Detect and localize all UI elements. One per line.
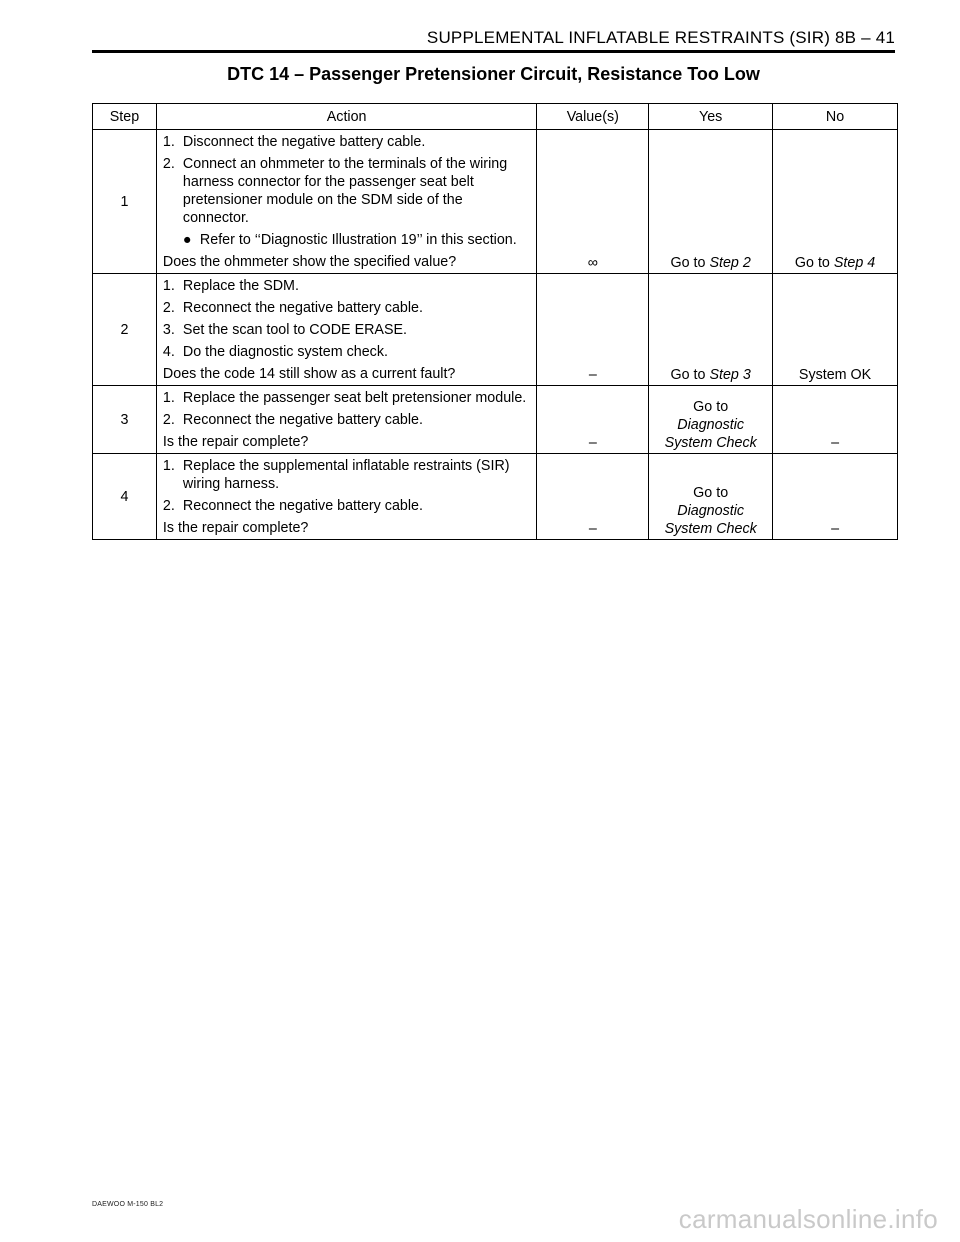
yes-link[interactable]: System Check [664,435,757,451]
step-number: 1 [93,130,157,274]
action-line: Reconnect the negative battery cable. [182,300,423,316]
running-header: SUPPLEMENTAL INFLATABLE RESTRAINTS (SIR) 8B – 41 [92,26,895,53]
yes-prefix: Go to [693,399,729,415]
yes-prefix: Go to [693,485,729,501]
action-question: Does the code 14 still show as a current fault? [162,366,456,382]
line-number: 2. [162,156,175,172]
line-number: 3. [162,322,175,338]
action-line: Disconnect the negative battery cable. [182,134,426,150]
action-cell [156,386,536,454]
no-cell: System OK [773,274,898,386]
yes-prefix: Go to [670,367,706,383]
table-row [93,274,898,386]
line-number: 4. [162,344,175,360]
table-row [93,454,898,540]
yes-prefix: Go to [670,255,706,271]
yes-link[interactable]: System Check [664,521,757,537]
step-number: 4 [93,454,157,540]
table-row [93,386,898,454]
yes-cell [649,274,773,386]
column-header-values: Value(s) [537,104,649,130]
diagnostic-table [92,103,898,540]
yes-link[interactable]: Step 3 [709,367,751,383]
action-cell [156,274,536,386]
line-number: 1. [162,134,175,150]
yes-link[interactable]: Step 2 [709,255,751,271]
column-header-action: Action [156,104,536,130]
table-row [93,130,898,274]
no-cell: – [773,454,898,540]
action-line: Replace the supplemental inflatable restraints (SIR) wiring harness. [182,458,510,492]
no-cell: – [773,386,898,454]
line-number: 1. [162,458,175,474]
no-prefix: Go to [794,255,830,271]
yes-cell [649,386,773,454]
action-line: Replace the SDM. [182,278,299,294]
yes-cell [649,454,773,540]
yes-link[interactable]: Diagnostic [677,503,745,519]
column-header-no: No [773,104,898,130]
table-header-row [93,104,898,130]
page-title: DTC 14 – Passenger Pretensioner Circuit, Resistance Too Low [227,64,760,84]
value-cell: – [537,454,649,540]
step-number: 3 [93,386,157,454]
yes-link[interactable]: Diagnostic [677,417,745,433]
watermark: carmanualsonline.info [678,1204,938,1234]
yes-cell [649,130,773,274]
value-cell: – [537,274,649,386]
column-header-yes: Yes [649,104,773,130]
no-link[interactable]: Step 4 [833,255,876,271]
line-number: 2. [162,412,175,428]
line-number: 1. [162,390,175,406]
action-question: Does the ohmmeter show the specified value? [162,254,457,270]
action-question: Is the repair complete? [162,434,309,450]
action-line: Do the diagnostic system check. [182,344,388,360]
line-number: 2. [162,300,175,316]
action-bullet: Refer to ‘‘Diagnostic Illustration 19’’ in this section. [199,232,517,248]
action-line: Reconnect the negative battery cable. [182,498,423,514]
action-cell [156,454,536,540]
value-cell: – [537,386,649,454]
action-line: Set the scan tool to CODE ERASE. [182,322,408,338]
step-number: 2 [93,274,157,386]
action-line: Reconnect the negative battery cable. [182,412,423,428]
no-cell [773,130,898,274]
value-cell: ∞ [537,130,649,274]
line-number: 2. [162,498,175,514]
footer-code: DAEWOO M-150 BL2 [92,1201,164,1208]
bullet-icon: ● [182,232,192,248]
action-line: Replace the passenger seat belt pretensioner module. [182,390,527,406]
column-header-step: Step [93,104,157,130]
line-number: 1. [162,278,175,294]
action-line: Connect an ohmmeter to the terminals of the wiring harness connector for the passenger seat belt pretensioner module on the SDM side of the connector. [182,156,508,226]
action-cell [156,130,536,274]
action-question: Is the repair complete? [162,520,309,536]
